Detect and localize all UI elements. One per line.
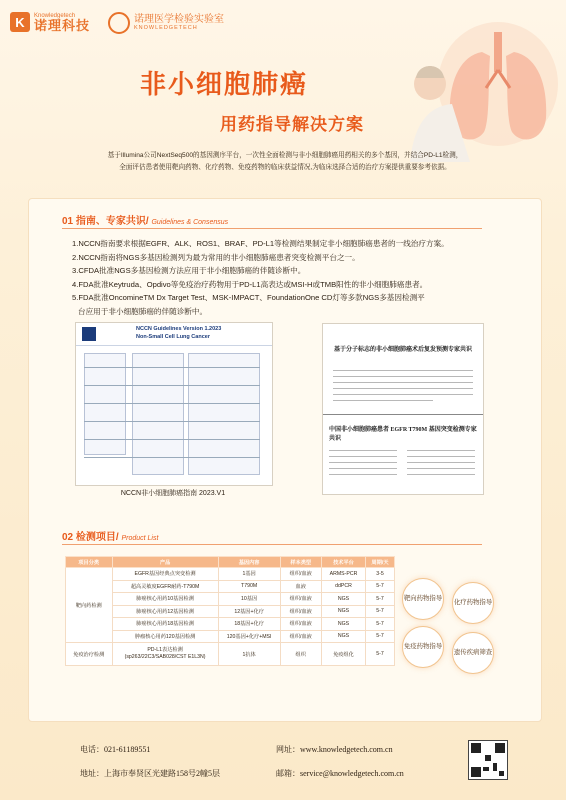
table-header-row <box>66 557 395 568</box>
table-cell: 组织/血液 <box>280 605 321 618</box>
consensus-title: 基于分子标志的非小细胞肺癌术后复发预测专家共识 <box>333 347 472 353</box>
table-cell: 超高灵敏度EGFR耐药-T790M <box>112 580 218 593</box>
table-cell: NGS <box>321 593 365 606</box>
phone-label: 电话： <box>80 745 104 754</box>
table-cell: PD-L1表达检测 (sp263/22C3/SAB028/CST E1L3N) <box>112 643 218 666</box>
email-link[interactable]: service@knowledgetech.com.cn <box>300 769 404 778</box>
table-cell: 10基因 <box>218 593 280 606</box>
flowchart-line <box>84 367 260 368</box>
expert-consensus-image <box>322 323 484 495</box>
immune-drug-circle <box>402 626 444 668</box>
flowchart-line <box>84 421 260 422</box>
lab-logo-icon <box>108 12 130 34</box>
table-cell: 120基因+化疗+MSI <box>218 630 280 643</box>
product-table <box>65 556 395 666</box>
qr-code-icon <box>468 740 508 780</box>
table-cell: 5-7 <box>366 580 395 593</box>
section-number: 01 <box>62 216 74 227</box>
table-cell: 组织/血液 <box>280 593 321 606</box>
text-line <box>333 376 473 377</box>
text-line <box>329 456 397 457</box>
table-cell: NGS <box>321 618 365 631</box>
flowchart-line <box>84 457 260 458</box>
address-label: 地址： <box>80 769 104 778</box>
guideline-item: 4.FDA批准Keytruda、Opdivo等免疫治疗药物用于PD-L1高表达或MSI-H或TMB阳性的非小细胞肺癌患者。 <box>72 279 428 289</box>
text-line <box>407 468 475 469</box>
table-cell: ARMS-PCR <box>321 568 365 581</box>
address-text: 上海市奉贤区光建路158号2幢5层 <box>104 769 220 778</box>
lungs-illustration-icon <box>390 22 560 162</box>
nccn-doc-subtitle: Non-Small Cell Lung Cancer <box>136 334 210 340</box>
table-cell: 5-7 <box>366 630 395 643</box>
text-line <box>407 450 475 451</box>
guideline-item: 1.NCCN指南要求根据EGFR、ALK、ROS1、BRAF、PD-L1等检测结果制定非小细胞肺癌患者的一线治疗方案。 <box>72 239 449 248</box>
section-title-en: Guidelines & Consensus <box>151 219 229 226</box>
column-header: 技术平台 <box>321 557 365 568</box>
flowchart-line <box>84 385 260 386</box>
table-cell: 组织/血液 <box>280 618 321 631</box>
knowledgetech-logo[interactable] <box>10 12 90 32</box>
intro-line: 全面评估患者使用靶向药物、化疗药物、免疫药物的临床获益情况,为临床选择合适的治疗方案提供重要参考依据。 <box>119 164 451 171</box>
table-cell: EGFR基因经典点突变检测 <box>112 568 218 581</box>
text-line <box>333 382 473 383</box>
targeted-drug-circle <box>402 578 444 620</box>
text-line <box>333 400 433 401</box>
page-title: 非小细胞肺癌 <box>140 69 309 99</box>
category-cell: 靶向药检测 <box>66 568 113 643</box>
intro-line: 基于Illumina公司NextSeq500的基因测序平台，一次性全面检测与非小细胞肺癌用药相关的多个基因，并结合PD-L1检测， <box>107 152 463 159</box>
guideline-item: 5.FDA批准OncomineTM Dx Target Test、MSK-IMPACT、FoundationOne CD灯等多款NGS多基因检测平 <box>72 293 425 302</box>
circle-label: 遗传疾病筛查 <box>453 649 493 656</box>
column-header: 周期/天 <box>366 557 395 568</box>
website-link[interactable]: www.knowledgetech.com.cn <box>300 745 393 754</box>
consensus-title-2: 中国非小细胞肺癌患者 EGFR T790M 基因突变检测专家共识 <box>329 427 477 442</box>
circle-label: 化疗药物指导 <box>453 599 493 606</box>
table-cell: 肿瘤核心用药120基因检测 <box>112 630 218 643</box>
section-title: 检测项目/ <box>75 532 119 543</box>
table-cell: T790M <box>218 580 280 593</box>
table-row <box>66 643 395 666</box>
column-header: 样本类型 <box>280 557 321 568</box>
divider <box>62 228 482 229</box>
lab-logo-cn: 诺理医学检验实验室 <box>134 14 224 26</box>
guideline-item: 台应用于非小细胞肺癌的伴随诊断中。 <box>78 306 208 316</box>
lab-logo[interactable] <box>108 12 224 34</box>
divider <box>323 414 483 415</box>
table-row <box>66 580 395 593</box>
table-cell: 5-7 <box>366 618 395 631</box>
address-info <box>80 768 220 779</box>
table-cell: 血液 <box>280 580 321 593</box>
text-line <box>329 468 397 469</box>
column-header: 项目分类 <box>66 557 113 568</box>
text-line <box>333 394 473 395</box>
text-line <box>329 462 397 463</box>
table-cell: 组织/血液 <box>280 568 321 581</box>
page-subtitle: 用药指导解决方案 <box>220 115 364 134</box>
nccn-guideline-image <box>75 322 273 486</box>
table-cell: 组织/血液 <box>280 630 321 643</box>
lab-logo-en: KNOWLEDGETECH <box>134 25 198 32</box>
flowchart-line <box>84 439 260 440</box>
text-line <box>333 388 473 389</box>
header <box>0 0 566 200</box>
column-header: 产品 <box>112 557 218 568</box>
k-logo-icon: K <box>10 12 30 32</box>
logo-cn: 诺理科技 <box>34 17 91 33</box>
table-row <box>66 568 395 581</box>
logo-en: Knowledgetech <box>34 12 76 19</box>
table-row <box>66 630 395 643</box>
guideline-item: 2.NCCN指南将NGS多基因检测列为最为常用的非小细胞肺癌患者突变检测平台之一。 <box>72 252 360 262</box>
section-title: 指南、专家共识/ <box>75 216 149 227</box>
table-cell: 3-5 <box>366 568 395 581</box>
divider <box>62 544 482 545</box>
intro-text <box>30 150 540 174</box>
table-cell: 肺癌核心用药10基因检测 <box>112 593 218 606</box>
guideline-item: 3.CFDA批准NGS多基因检测方法应用于非小细胞肺癌的伴随诊断中。 <box>72 266 306 275</box>
nccn-logo-icon <box>82 327 96 341</box>
table-row <box>66 605 395 618</box>
text-line <box>407 462 475 463</box>
text-line <box>407 456 475 457</box>
text-line <box>333 370 473 371</box>
table-row <box>66 618 395 631</box>
flowchart-line <box>84 403 260 404</box>
table-cell: 1抗体 <box>218 643 280 666</box>
table-cell: NGS <box>321 605 365 618</box>
website-info <box>276 744 393 755</box>
phone-number[interactable]: 021-61189551 <box>104 745 151 754</box>
table-cell: 肺癌核心用药18基因检测 <box>112 618 218 631</box>
circle-label: 免疫药物指导 <box>403 643 443 650</box>
table-cell: 12基因+化疗 <box>218 605 280 618</box>
email-label: 邮箱： <box>276 769 300 778</box>
table-cell: NGS <box>321 630 365 643</box>
text-line <box>407 474 475 475</box>
table-cell: 5-7 <box>366 643 395 666</box>
circle-label: 靶向药物指导 <box>403 595 443 602</box>
genetic-screening-circle <box>452 632 494 674</box>
section-products-heading <box>62 528 158 543</box>
text-line <box>329 474 397 475</box>
chemo-drug-circle <box>452 582 494 624</box>
table-row <box>66 593 395 606</box>
table-cell: 1基因 <box>218 568 280 581</box>
nccn-caption: NCCN非小细胞肺癌指南 2023.V1 <box>120 490 226 497</box>
category-cell: 免疫治疗检测 <box>66 643 113 666</box>
section-title-en: Product List <box>121 535 159 542</box>
table-cell: 5-7 <box>366 605 395 618</box>
table-cell: ddPCR <box>321 580 365 593</box>
section-number: 02 <box>62 532 74 543</box>
table-cell: 组织 <box>280 643 321 666</box>
email-info <box>276 768 404 779</box>
table-cell: 肺癌核心用药12基因检测 <box>112 605 218 618</box>
phone-info <box>80 744 150 755</box>
guidelines-list <box>72 237 512 318</box>
web-label: 网址： <box>276 745 300 754</box>
column-header: 基因内容 <box>218 557 280 568</box>
table-cell: 18基因+化疗 <box>218 618 280 631</box>
section-guidelines-heading <box>62 212 228 227</box>
nccn-doc-title: NCCN Guidelines Version 1.2023 <box>136 326 222 332</box>
table-cell: 5-7 <box>366 593 395 606</box>
table-cell: 免疫组化 <box>321 643 365 666</box>
text-line <box>329 450 397 451</box>
